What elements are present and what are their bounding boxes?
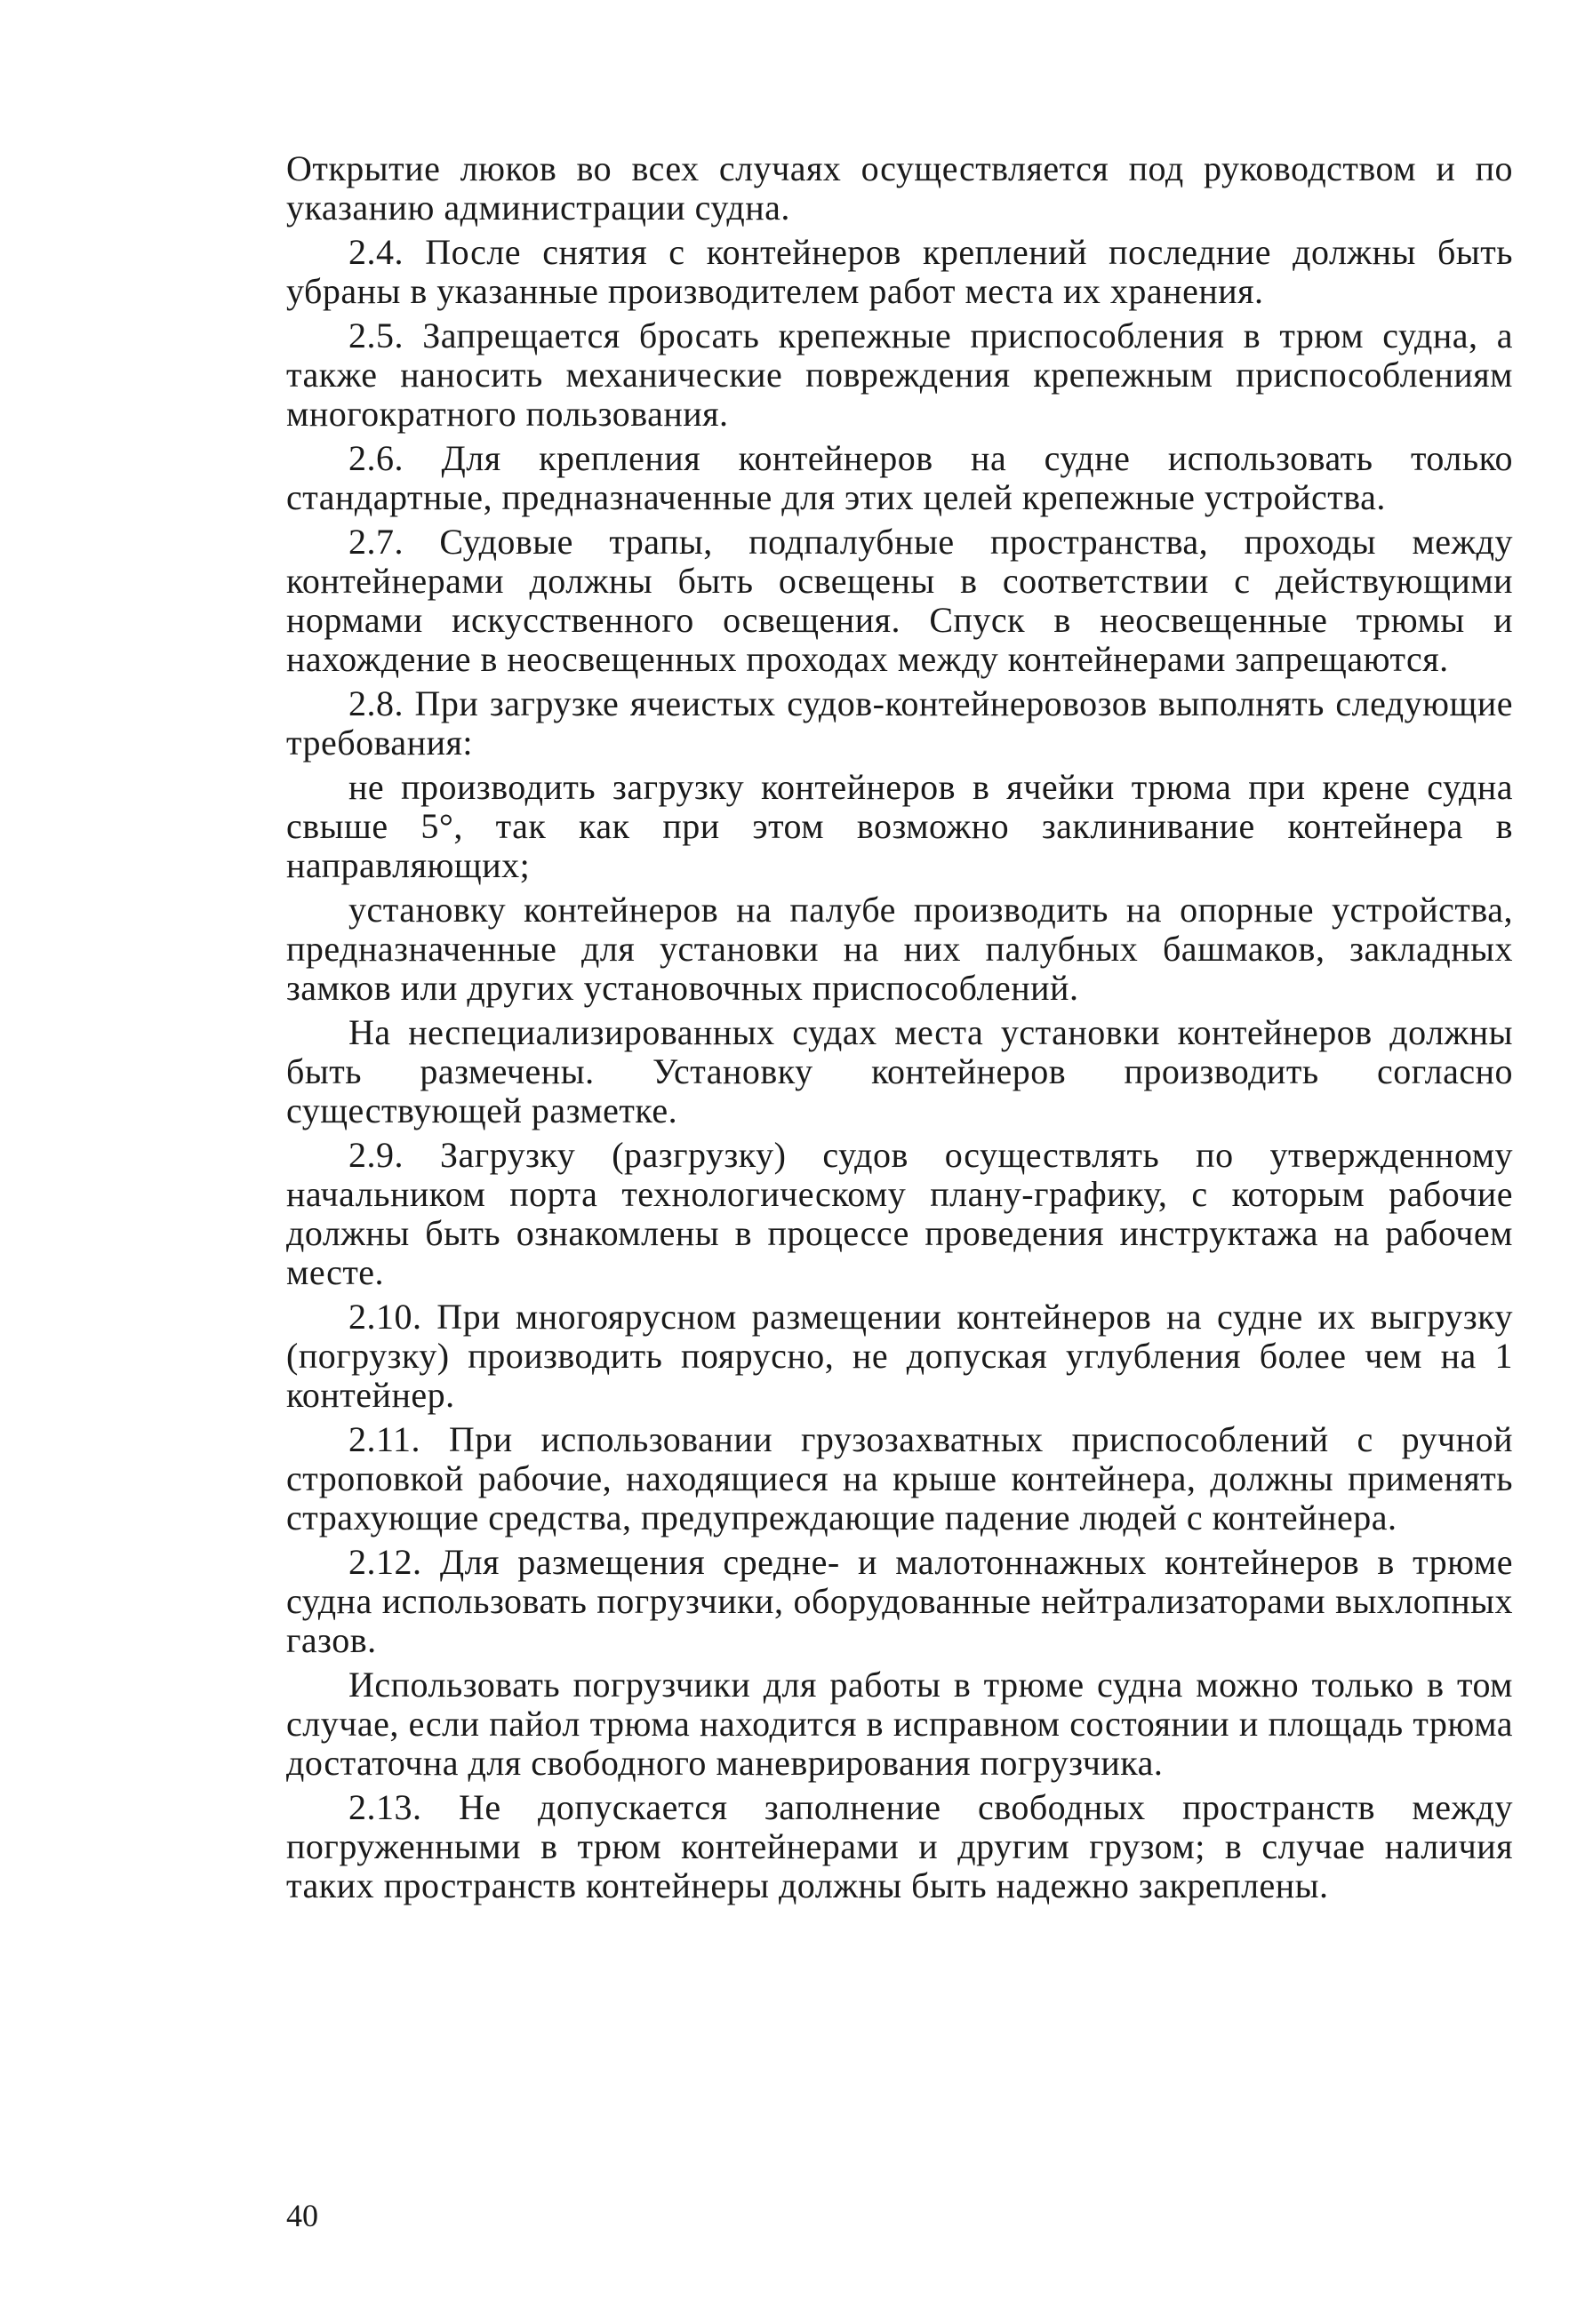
paragraph-2-8: 2.8. При загрузке ячеистых судов-контейнеровозов выполнять следующие требования:	[286, 683, 1513, 763]
body-text	[286, 149, 1513, 1911]
paragraph-2-7: 2.7. Судовые трапы, подпалубные пространства, проходы между контейнерами должны быть освещены в соответствии с действующими нормами искусственного освещения. Спуск в неосвещенные трюмы и нахождение в неосвещенных проходах между контейнерами запрещаются.	[286, 522, 1513, 679]
paragraph-2-6: 2.6. Для крепления контейнеров на судне использовать только стандартные, предназначенные для этих целей крепежные устройства.	[286, 438, 1513, 517]
paragraph-2-8-note: На неспециализированных судах места установки контейнеров должны быть размечены. Установку контейнеров производить согласно существующей разметке.	[286, 1012, 1513, 1130]
paragraph-2-9: 2.9. Загрузку (разгрузку) судов осуществлять по утвержденному начальником порта технологическому плану-графику, с которым рабочие должны быть ознакомлены в процессе проведения инструктажа на рабочем месте.	[286, 1135, 1513, 1292]
paragraph-2-4: 2.4. После снятия с контейнеров креплений последние должны быть убраны в указанные производителем работ места их хранения.	[286, 232, 1513, 311]
page-number: 40	[286, 2198, 318, 2233]
paragraph-2-8-item-a: не производить загрузку контейнеров в ячейки трюма при крене судна свыше 5°, так как при этом возможно заклинивание контейнера в направляющих;	[286, 767, 1513, 885]
paragraph-2-10: 2.10. При многоярусном размещении контейнеров на судне их выгрузку (погрузку) производить поярусно, не допуская углубления более чем на 1 контейнер.	[286, 1297, 1513, 1415]
paragraph-intro: Открытие люков во всех случаях осуществляется под руководством и по указанию администрации судна.	[286, 148, 1513, 228]
paragraph-2-13: 2.13. Не допускается заполнение свободных пространств между погруженными в трюм контейнерами и другим грузом; в случае наличия таких пространств контейнеры должны быть надежно закреплены.	[286, 1787, 1513, 1905]
paragraph-2-12: 2.12. Для размещения средне- и малотоннажных контейнеров в трюме судна использовать погрузчики, оборудованные нейтрализаторами выхлопных газов.	[286, 1542, 1513, 1660]
paragraph-2-5: 2.5. Запрещается бросать крепежные приспособления в трюм судна, а также наносить механические повреждения крепежным приспособлениям многократного пользования.	[286, 315, 1513, 434]
paragraph-2-11: 2.11. При использовании грузозахватных приспособлений с ручной строповкой рабочие, находящиеся на крыше контейнера, должны применять страхующие средства, предупреждающие падение людей с контейнера.	[286, 1419, 1513, 1537]
paragraph-2-8-item-b: установку контейнеров на палубе производить на опорные устройства, предназначенные для установки на них палубных башмаков, закладных замков или других установочных приспособлений.	[286, 890, 1513, 1008]
paragraph-2-12-note: Использовать погрузчики для работы в трюме судна можно только в том случае, если пайол трюма находится в исправном состоянии и площадь трюма достаточна для свободного маневрирования погрузчика.	[286, 1665, 1513, 1783]
